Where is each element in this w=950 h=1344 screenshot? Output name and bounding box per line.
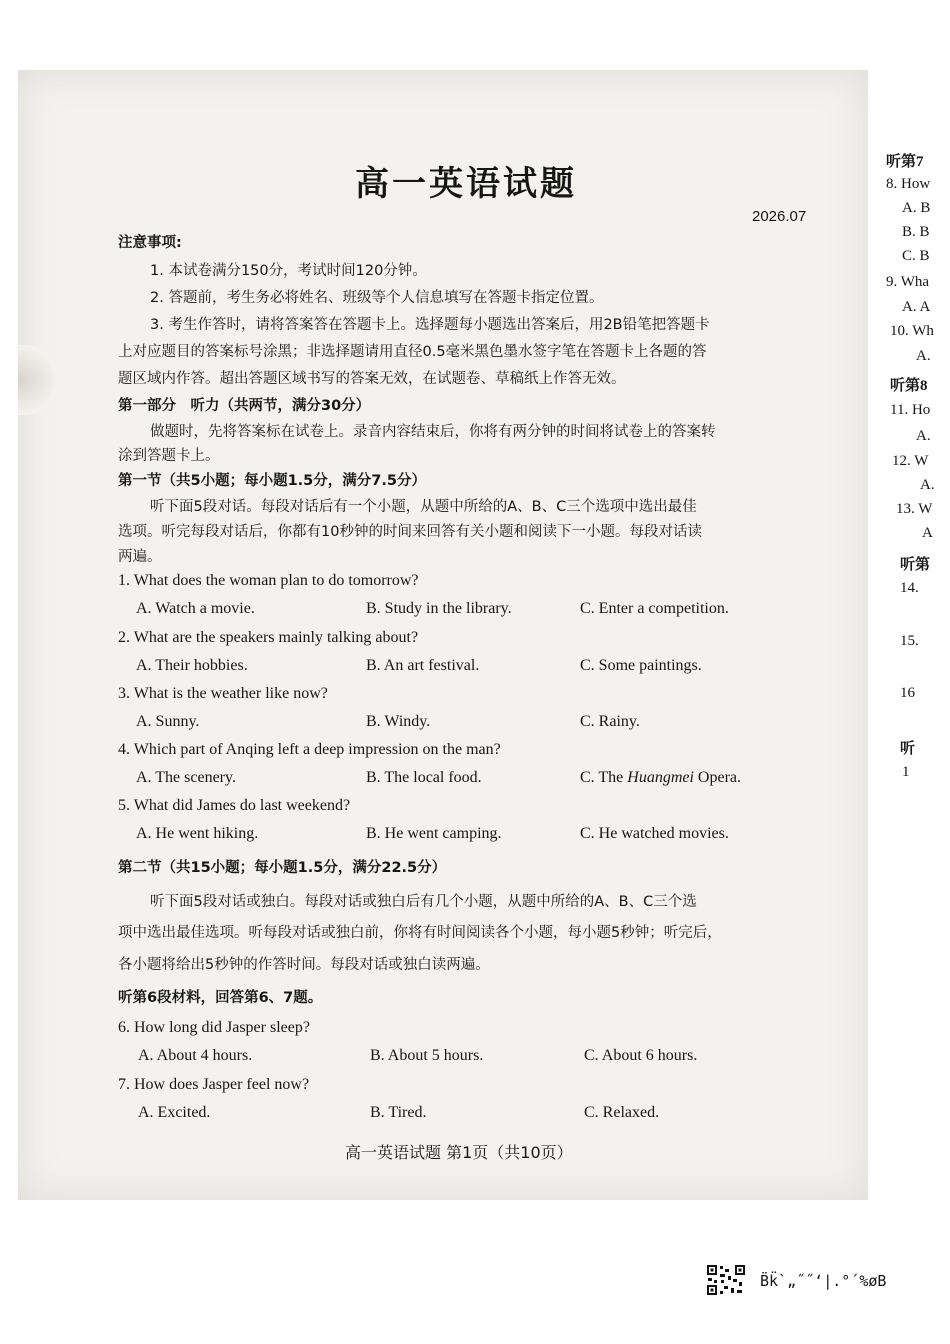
notice-item: 上对应题目的答案标号涂黑；非选择题请用直径0.5毫米黑色墨水签字笔在答题卡上各题的答 [118, 344, 707, 360]
right-text: 听 [900, 741, 916, 757]
section2-intro: 项中选出最佳选项。听每段对话或独白前，你将有时间阅读各个小题，每小题5秒钟；听完后， [118, 925, 722, 941]
option-b: B. Tired. [370, 1104, 427, 1121]
section1-heading: 第一节（共5小题；每小题1.5分，满分7.5分） [118, 473, 426, 489]
option-b: B. Windy. [366, 713, 431, 730]
option-c: C. Enter a competition. [580, 600, 729, 617]
question-7: 7. How does Jasper feel now? [118, 1076, 310, 1093]
option-b: B. About 5 hours. [370, 1047, 484, 1064]
notice-item: 1. 本试卷满分150分，考试时间120分钟。 [150, 263, 427, 279]
bottom-garbled-text: B̈k̈`„˝˝‘|.°´%øB [760, 1272, 887, 1290]
option-b: B. An art festival. [366, 657, 480, 674]
right-text: A. B [902, 200, 931, 216]
option-c: C. Relaxed. [584, 1104, 660, 1121]
option-c-suffix: Opera. [693, 769, 742, 786]
exam-date: 2026.07 [752, 208, 807, 225]
section2-intro: 听下面5段对话或独白。每段对话或独白后有几个小题，从题中所给的A、B、C三个选 [150, 894, 697, 910]
right-text: 听第8 [890, 378, 928, 394]
option-a: A. Watch a movie. [136, 600, 255, 617]
right-text: 16 [900, 685, 915, 701]
right-text: 11. Ho [890, 402, 931, 418]
part1-heading: 第一部分 听力（共两节，满分30分） [118, 398, 371, 414]
qr-code-icon [706, 1264, 746, 1296]
option-c-prefix: C. The [580, 769, 628, 786]
right-text: 8. How [886, 176, 931, 192]
right-text: 15. [900, 633, 919, 649]
right-text: A. [916, 348, 931, 364]
section1-intro: 两遍。 [118, 549, 162, 565]
notice-heading: 注意事项: [118, 235, 182, 251]
right-text: 13. W [896, 501, 933, 517]
right-text: 14. [900, 580, 919, 596]
option-c [580, 769, 741, 787]
question-4: 4. Which part of Anqing left a deep impression on the man? [118, 741, 501, 758]
right-text: A. [920, 477, 935, 493]
question-6: 6. How long did Jasper sleep? [118, 1019, 310, 1036]
right-text: 10. Wh [890, 323, 934, 339]
adjacent-page-column [884, 150, 950, 790]
option-a: A. About 4 hours. [138, 1047, 253, 1064]
section1-intro: 选项。听完每段对话后，你都有10秒钟的时间来回答有关小题和阅读下一小题。每段对话读 [118, 524, 702, 540]
section2-heading: 第二节（共15小题；每小题1.5分，满分22.5分） [118, 860, 447, 876]
right-text: 听第 [900, 557, 931, 573]
part1-intro: 做题时，先将答案标在试卷上。录音内容结束后，你将有两分钟的时间将试卷上的答案转 [150, 424, 716, 440]
right-text: 9. Wha [886, 274, 930, 290]
option-a: A. Excited. [138, 1104, 211, 1121]
right-text: A [922, 525, 933, 541]
right-text: C. B [902, 248, 930, 264]
option-c-italic: Huangmei [627, 769, 694, 786]
option-c: C. Some paintings. [580, 657, 702, 674]
notice-item: 2. 答题前，考生务必将姓名、班级等个人信息填写在答题卡指定位置。 [150, 290, 604, 306]
option-a: A. The scenery. [136, 769, 236, 786]
option-c: C. About 6 hours. [584, 1047, 698, 1064]
section2-intro: 各小题将给出5秒钟的作答时间。每段对话或独白读两遍。 [118, 957, 490, 973]
exam-title: 高一英语试题 [355, 164, 577, 204]
part1-intro: 涂到答题卡上。 [118, 448, 220, 464]
question-1: 1. What does the woman plan to do tomorrow? [118, 572, 419, 589]
question-5: 5. What did James do last weekend? [118, 797, 351, 814]
page-footer: 高一英语试题 第1页（共10页） [345, 1143, 573, 1162]
option-b: B. The local food. [366, 769, 482, 786]
question-2: 2. What are the speakers mainly talking about? [118, 629, 419, 646]
right-text: 1 [902, 764, 910, 780]
option-a: A. He went hiking. [136, 825, 259, 842]
option-b: B. Study in the library. [366, 600, 512, 617]
option-b: B. He went camping. [366, 825, 502, 842]
option-a: A. Sunny. [136, 713, 200, 730]
question-3: 3. What is the weather like now? [118, 685, 328, 702]
notice-item: 题区域内作答。超出答题区域书写的答案无效，在试题卷、草稿纸上作答无效。 [118, 371, 626, 387]
section1-intro: 听下面5段对话。每段对话后有一个小题，从题中所给的A、B、C三个选项中选出最佳 [150, 499, 697, 515]
right-text: A. A [902, 299, 931, 315]
material-heading: 听第6段材料，回答第6、7题。 [118, 990, 323, 1006]
notice-item: 3. 考生作答时，请将答案答在答题卡上。选择题每小题选出答案后，用2B铅笔把答题卡 [150, 317, 710, 333]
right-text: 12. W [892, 453, 929, 469]
option-c: C. He watched movies. [580, 825, 729, 842]
right-text: B. B [902, 224, 930, 240]
option-a: A. Their hobbies. [136, 657, 248, 674]
right-text: A. [916, 428, 931, 444]
option-c: C. Rainy. [580, 713, 640, 730]
right-text: 听第7 [886, 154, 924, 170]
